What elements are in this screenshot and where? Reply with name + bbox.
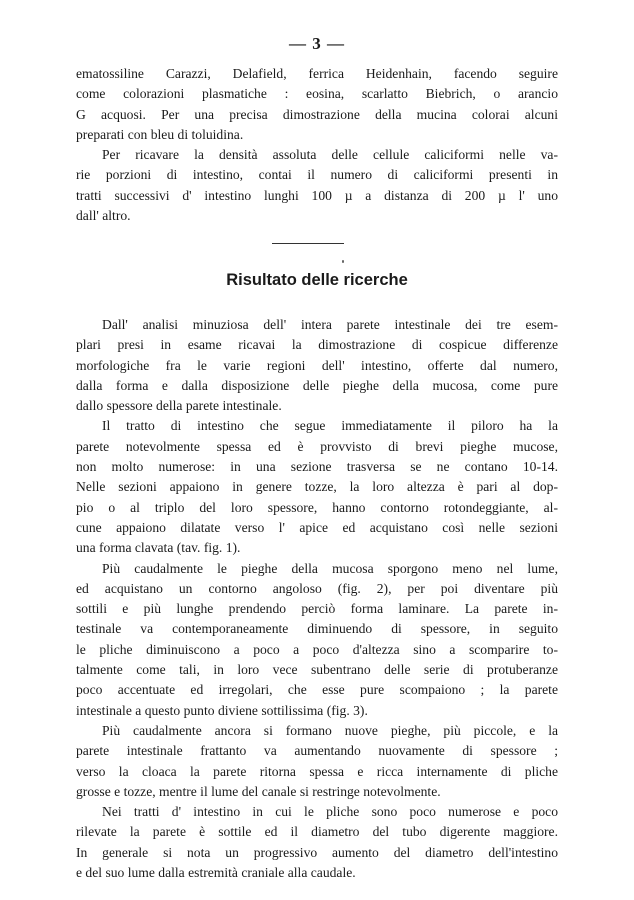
text-line: ed acquistano un contorno angoloso (fig. 2), per poi diventare più [76,580,558,596]
text-line: Dall' analisi minuziosa dell' intera parete intestinale dei tre esem- [102,317,558,332]
print-speck [342,260,344,263]
text-line: Nei tratti d' intestino in cui le pliche sono poco numerose e poco [102,804,558,820]
text-line: una forma clavata (tav. fig. 1). [76,540,241,556]
methods-text [76,64,558,226]
text-line: Più caudalmente le pieghe della mucosa sporgono meno nel lume, [102,560,558,576]
text-line: parete notevolmente spessa ed è provvisto di brevi pieghe mucose, [76,438,558,454]
text-line: Nelle sezioni appaiono in genere tozze, la loro altezza è pari al dop- [76,479,558,495]
text-line: G acquosi. Per una precisa dimostrazione della mucina colorai alcuni [76,106,558,122]
text-line: rilevate la parete è sottile ed il diametro del tubo digerente maggiore. [76,824,558,840]
text-line: preparati con bleu di toluidina. [76,126,244,142]
text-line: plari presi in esame ricavai la dimostrazione di cospicue differenze [76,337,558,353]
text-line: In generale si nota un progressivo aumento del diametro dell'intestino [76,844,558,860]
text-line: cune appaiono dilatate verso l' apice ed acquistano così nelle sezioni [76,519,558,535]
results-text [76,315,558,883]
text-line: Per ricavare la densità assoluta delle cellule caliciformi nelle va- [102,147,558,163]
text-line: come colorazioni plasmatiche : eosina, scarlatto Biebrich, o arancio [76,86,558,102]
text-line: Il tratto di intestino che segue immediatamente il piloro ha la [102,418,558,434]
text-line: dallo spessore della parete intestinale. [76,398,282,414]
text-line: testinale va contemporaneamente diminuendo di spessore, in seguito [76,621,558,637]
page-number: — 3 — [289,34,345,53]
section-heading: Risultato delle ricerche [226,271,408,289]
text-line: grosse e tozze, mentre il lume del canale si restringe notevolmente. [76,783,441,799]
text-line: sottili e più lunghe prendendo perciò forma laminare. La parete in- [76,601,558,617]
text-line: ematossiline Carazzi, Delafield, ferrica Heidenhain, facendo seguire [76,66,558,81]
text-line: morfologiche fra le varie regioni dell' intestino, offerte dal numero, [76,357,558,373]
text-line: poco accentuate ed irregolari, che esse pure scompaiono ; la parete [76,682,558,698]
text-line: intestinale a questo punto diviene sottilissima (fig. 3). [76,702,368,718]
text-line: dalla forma e dalla disposizione delle pieghe della mucosa, come pure [76,377,558,393]
text-line: le pliche diminuiscono a poco a poco d'altezza sino a scomparire to- [76,641,558,657]
text-line: pio o al triplo del loro spessore, hanno contorno rotondeggiante, al- [76,499,558,515]
text-line: verso la cloaca la parete ritorna spessa e ricca internamente di pliche [76,763,558,779]
text-line: e del suo lume dalla estremità craniale alla caudale. [76,865,356,881]
text-line: parete intestinale frattanto va aumentando nuovamente di spessore ; [76,743,558,759]
text-line: tratti successivi d' intestino lunghi 100 µ a distanza di 200 µ l' uno [76,187,558,203]
text-line: Più caudalmente ancora si formano nuove pieghe, più piccole, e la [102,722,558,738]
text-line: non molto numerose: in una sezione trasversa se ne contano 10-14. [76,459,558,475]
text-line: rie porzioni di intestino, contai il numero di caliciformi presenti in [76,167,558,183]
text-line: dall' altro. [76,208,131,224]
text-line: talmente come tali, in loro vece subentrano delle serie di protuberanze [76,662,558,678]
section-divider [272,243,344,244]
